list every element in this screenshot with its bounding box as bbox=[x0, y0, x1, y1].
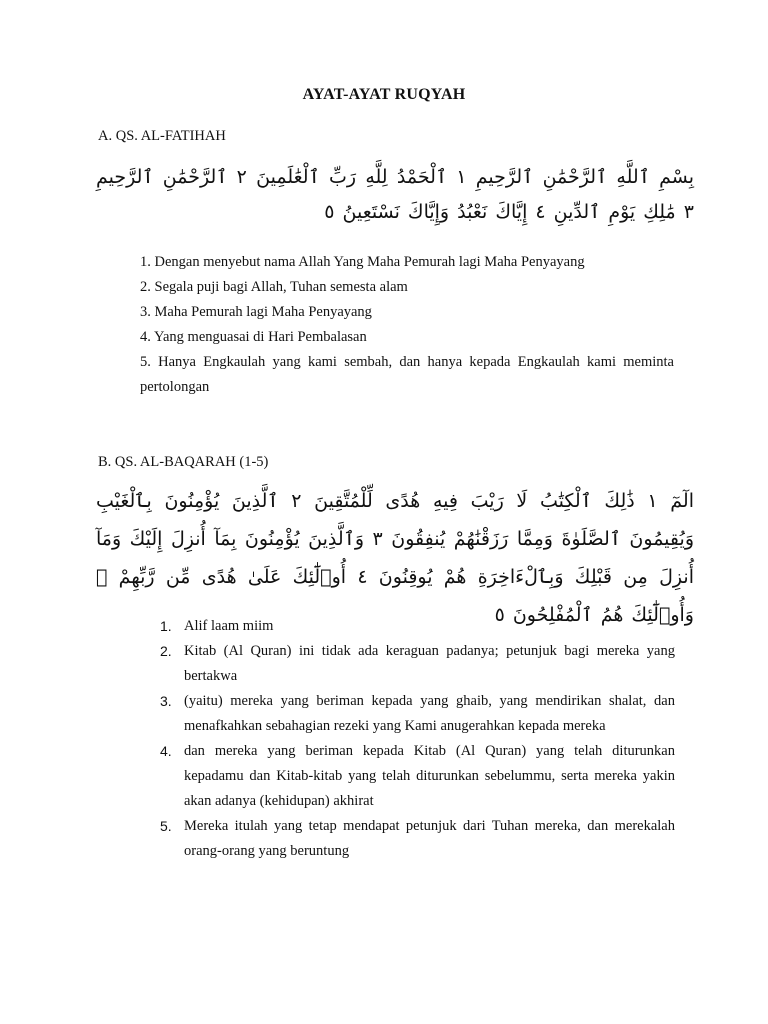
list-text: Kitab (Al Quran) ini tidak ada keraguan padanya; petunjuk bagi mereka yang bertakwa bbox=[184, 643, 675, 684]
list-item bbox=[140, 300, 674, 325]
section-heading-al-fatihah: A. QS. AL-FATIHAH bbox=[98, 128, 226, 144]
list-text: dan mereka yang beriman kepada Kitab (Al Quran) yang telah diturunkan kepadamu dan Kitab-kitab yang telah diturunkan sebelummu, serta mereka yakin akan adanya (kehidupan) akhirat bbox=[184, 743, 675, 809]
list-text: Dengan menyebut nama Allah Yang Maha Pemurah lagi Maha Penyayang bbox=[154, 254, 585, 270]
list-item bbox=[140, 250, 674, 275]
list-item bbox=[140, 275, 674, 300]
list-text: (yaitu) mereka yang beriman kepada yang ghaib, yang mendirikan shalat, dan menafkahkan sebahagian rezeki yang Kami anugerahkan kepada mereka bbox=[184, 693, 675, 734]
list-number: 5. bbox=[140, 354, 151, 370]
list-text: Segala puji bagi Allah, Tuhan semesta alam bbox=[154, 279, 408, 295]
list-text: Yang menguasai di Hari Pembalasan bbox=[153, 329, 367, 345]
translation-list-al-baqarah bbox=[160, 614, 675, 864]
list-number: 4. bbox=[160, 743, 172, 759]
list-item bbox=[160, 639, 675, 689]
section-heading-al-baqarah: B. QS. AL-BAQARAH (1-5) bbox=[98, 454, 269, 470]
list-text: Maha Pemurah lagi Maha Penyayang bbox=[154, 304, 372, 320]
list-item bbox=[160, 739, 675, 814]
list-number: 3. bbox=[140, 304, 151, 320]
arabic-text-al-fatihah: بِسْمِ ٱللَّهِ ٱلرَّحْمَٰنِ ٱلرَّحِيمِ ١ ٱلْحَمْدُ لِلَّهِ رَبِّ ٱلْعَٰلَمِينَ ٢ ٱلرَّحْمَٰنِ ٱلرَّحِيمِ ٣ مَٰلِكِ يَوْمِ ٱلدِّينِ ٤ إِيَّاكَ نَعْبُدُ وَإِيَّاكَ نَسْتَعِينُ ٥ bbox=[96, 166, 694, 223]
list-number: 1. bbox=[160, 618, 172, 634]
list-item bbox=[140, 350, 674, 400]
list-number: 4. bbox=[140, 329, 151, 345]
list-number: 1. bbox=[140, 254, 151, 270]
list-number: 5. bbox=[160, 818, 172, 834]
list-item bbox=[160, 689, 675, 739]
translation-list-al-fatihah bbox=[140, 250, 674, 400]
list-text: Mereka itulah yang tetap mendapat petunjuk dari Tuhan mereka, dan merekalah orang-orang yang beruntung bbox=[184, 818, 675, 859]
list-number: 2. bbox=[140, 279, 151, 295]
list-text: Alif laam miim bbox=[184, 618, 274, 634]
list-item bbox=[140, 325, 674, 350]
list-number: 2. bbox=[160, 643, 172, 659]
list-item bbox=[160, 614, 675, 639]
list-number: 3. bbox=[160, 693, 172, 709]
page-title: AYAT-AYAT RUQYAH bbox=[302, 86, 466, 103]
list-item bbox=[160, 814, 675, 864]
arabic-text-al-baqarah: الٓمٓ ١ ذَٰلِكَ ٱلْكِتَٰبُ لَا رَيْبَ فِيهِ هُدًى لِّلْمُتَّقِينَ ٢ ٱلَّذِينَ يُؤْمِنُونَ بِٱلْغَيْبِ وَيُقِيمُونَ ٱلصَّلَوٰةَ وَمِمَّا رَزَقْنَٰهُمْ يُنفِقُونَ ٣ وَٱلَّذِينَ يُؤْمِنُونَ بِمَآ أُنزِلَ إِلَيْكَ وَمَآ أُنزِلَ مِن قَبْلِكَ وَبِٱلْءَاخِرَةِ هُمْ يُوقِنُونَ ٤ أُو۟لَٰٓئِكَ عَلَىٰ هُدًى مِّن رَّبِّهِمْ ۖ وَأُو۟لَٰٓئِكَ هُمُ ٱلْمُفْلِحُونَ ٥ bbox=[96, 490, 694, 626]
list-text: Hanya Engkaulah yang kami sembah, dan hanya kepada Engkaulah kami meminta pertolongan bbox=[140, 354, 674, 395]
